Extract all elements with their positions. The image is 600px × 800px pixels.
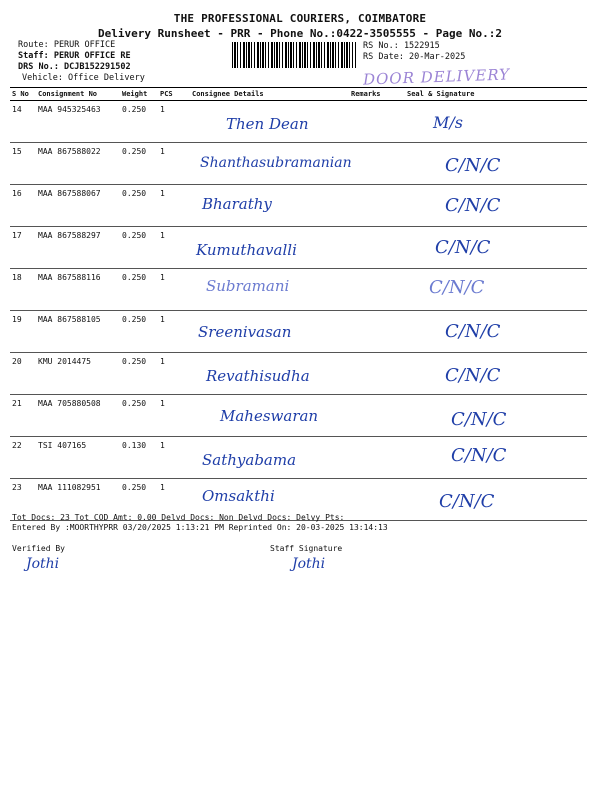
cell-sno: 17: [10, 227, 36, 269]
verified-signature: Jothi: [26, 556, 60, 572]
cell-sno: 19: [10, 311, 36, 353]
cell-signature: [405, 437, 587, 479]
staff-signature-label: Staff Signature: [270, 544, 343, 553]
table-row: [10, 143, 587, 185]
route-info: [18, 40, 145, 84]
cell-weight: 0.250: [120, 101, 158, 143]
cell-consignment: MAA 111082951: [36, 479, 120, 521]
cell-consignment: KMU 2014475: [36, 353, 120, 395]
vehicle-label: Vehicle: Office Delivery: [22, 73, 145, 83]
cell-remarks: [349, 143, 405, 185]
cell-remarks: [349, 185, 405, 227]
cell-pcs: 1: [158, 395, 190, 437]
cell-remarks: [349, 479, 405, 521]
signature-handwriting: M/s: [433, 113, 463, 132]
signature-handwriting: C/N/C: [429, 277, 485, 298]
runsheet-subtitle: Delivery Runsheet - PRR - Phone No.:0422-3505555 - Page No.:2: [98, 27, 502, 40]
consignee-handwriting: Bharathy: [202, 195, 272, 213]
table-row: [10, 311, 587, 353]
cell-sno: 15: [10, 143, 36, 185]
signature-handwriting: C/N/C: [445, 321, 501, 342]
cell-consignee: [190, 311, 349, 353]
cell-consignment: MAA 867588116: [36, 269, 120, 311]
staff-label: Staff: PERUR OFFICE RE: [18, 51, 131, 61]
signature-handwriting: C/N/C: [451, 409, 507, 430]
cell-pcs: 1: [158, 185, 190, 227]
cell-pcs: 1: [158, 143, 190, 185]
col-signature: Seal & Signature: [405, 88, 587, 101]
barcode: [232, 42, 356, 68]
cell-signature: [405, 269, 587, 311]
col-remarks: Remarks: [349, 88, 405, 101]
cell-sno: 22: [10, 437, 36, 479]
cell-consignee: [190, 185, 349, 227]
cell-weight: 0.250: [120, 227, 158, 269]
rs-date: RS Date: 20-Mar-2025: [363, 52, 466, 62]
table-row: [10, 353, 587, 395]
runsheet-table: [10, 87, 587, 521]
cell-consignee: [190, 353, 349, 395]
signature-handwriting: C/N/C: [445, 365, 501, 386]
cell-consignee: [190, 437, 349, 479]
consignee-handwriting: Revathisudha: [206, 367, 310, 385]
staff-signature: Jothi: [292, 556, 326, 572]
cell-weight: 0.250: [120, 353, 158, 395]
cell-weight: 0.130: [120, 437, 158, 479]
table-row: [10, 101, 587, 143]
cell-weight: 0.250: [120, 269, 158, 311]
door-delivery-stamp: DOOR DELIVERY: [362, 65, 511, 89]
cell-signature: [405, 311, 587, 353]
consignee-handwriting: Kumuthavalli: [196, 241, 297, 259]
consignee-handwriting: Shanthasubramanian: [200, 155, 352, 171]
cell-consignment: MAA 867588105: [36, 311, 120, 353]
cell-consignee: [190, 269, 349, 311]
cell-signature: [405, 101, 587, 143]
cell-weight: 0.250: [120, 311, 158, 353]
signature-handwriting: C/N/C: [435, 237, 491, 258]
cell-pcs: 1: [158, 311, 190, 353]
rs-info: [363, 41, 465, 63]
consignee-handwriting: Sathyabama: [202, 451, 297, 469]
cell-remarks: [349, 311, 405, 353]
col-consignee: Consignee Details: [190, 88, 349, 101]
drs-label: DRS No.: DCJB152291502: [18, 62, 131, 72]
company-title: THE PROFESSIONAL COURIERS, COIMBATORE: [173, 12, 427, 25]
cell-weight: 0.250: [120, 143, 158, 185]
cell-consignment: TSI 407165: [36, 437, 120, 479]
cell-consignee: [190, 227, 349, 269]
rs-number: RS No.: 1522915: [363, 41, 440, 51]
cell-pcs: 1: [158, 353, 190, 395]
cell-pcs: 1: [158, 437, 190, 479]
cell-consignment: MAA 867588067: [36, 185, 120, 227]
cell-consignee: [190, 395, 349, 437]
col-pcs: PCS: [158, 88, 190, 101]
cell-remarks: [349, 101, 405, 143]
cell-sno: 16: [10, 185, 36, 227]
cell-consignee: [190, 101, 349, 143]
cell-remarks: [349, 437, 405, 479]
cell-signature: [405, 479, 587, 521]
cell-weight: 0.250: [120, 395, 158, 437]
cell-weight: 0.250: [120, 479, 158, 521]
consignee-handwriting: Sreenivasan: [198, 323, 292, 341]
table-row: [10, 227, 587, 269]
cell-sno: 14: [10, 101, 36, 143]
cell-signature: [405, 227, 587, 269]
cell-pcs: 1: [158, 101, 190, 143]
cell-consignment: MAA 867588022: [36, 143, 120, 185]
table-row: [10, 395, 587, 437]
signature-handwriting: C/N/C: [451, 445, 507, 466]
cell-remarks: [349, 353, 405, 395]
cell-sno: 23: [10, 479, 36, 521]
cell-signature: [405, 353, 587, 395]
cell-sno: 21: [10, 395, 36, 437]
table-header-row: [10, 88, 587, 101]
consignee-handwriting: Maheswaran: [220, 407, 319, 425]
verified-by-label: Verified By: [12, 544, 65, 553]
cell-signature: [405, 143, 587, 185]
cell-weight: 0.250: [120, 185, 158, 227]
cell-consignment: MAA 705880508: [36, 395, 120, 437]
col-weight: Weight: [120, 88, 158, 101]
cell-sno: 18: [10, 269, 36, 311]
col-consignment: Consignment No: [36, 88, 120, 101]
table-row: [10, 437, 587, 479]
cell-signature: [405, 185, 587, 227]
totals-line: Tot Docs: 23 Tot COD Amt: 0.00 Delvd Docs: Non Delvd Docs: Delvy Pts:: [12, 513, 345, 522]
signature-handwriting: C/N/C: [445, 195, 501, 216]
cell-consignee: [190, 143, 352, 185]
table-row: [10, 269, 587, 311]
route-label: Route: PERUR OFFICE: [18, 40, 116, 50]
cell-pcs: 1: [158, 269, 190, 311]
cell-remarks: [349, 269, 405, 311]
consignee-handwriting: Subramani: [206, 277, 290, 295]
consignee-handwriting: Then Dean: [226, 115, 309, 133]
cell-sno: 20: [10, 353, 36, 395]
cell-consignment: MAA 945325463: [36, 101, 120, 143]
col-sno: S No: [10, 88, 36, 101]
cell-pcs: 1: [158, 227, 190, 269]
signature-handwriting: C/N/C: [445, 155, 501, 176]
table-row: [10, 185, 587, 227]
cell-remarks: [349, 395, 405, 437]
cell-consignment: MAA 867588297: [36, 227, 120, 269]
cell-remarks: [349, 227, 405, 269]
consignee-handwriting: Omsakthi: [202, 487, 275, 505]
cell-signature: [405, 395, 587, 437]
signature-handwriting: C/N/C: [439, 491, 495, 512]
entered-by-line: Entered By :MOORTHYPRR 03/20/2025 1:13:21 PM Reprinted On: 20-03-2025 13:14:13: [12, 523, 388, 532]
cell-pcs: 1: [158, 479, 190, 521]
